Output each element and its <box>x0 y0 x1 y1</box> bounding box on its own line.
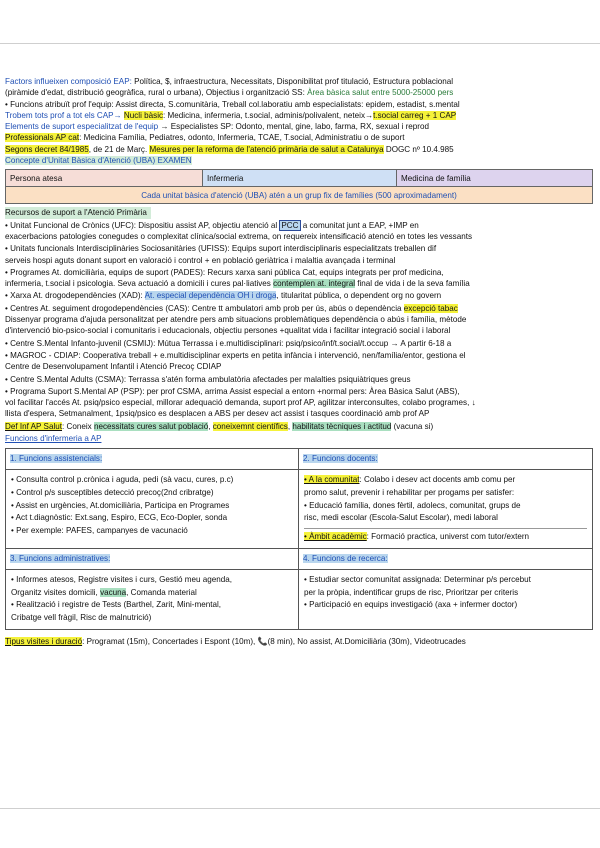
ufc-line-cont: exacerbacions patologies conegudes o complexitat clínica/social extrema, on requereix intensificació atenció en totes les vessants <box>5 231 472 241</box>
ufiss-line-cont: serveis hospi aguts donant suport en valoració i control + en població geriàtrica i malaltia avançada i terminal <box>5 255 396 265</box>
csma-line: • Centre S.Mental Adults (CSMA): Terrassa s'atén forma ambulatòria afectades per malalties psiquiàtriques greus <box>5 374 411 384</box>
list-item: • Act t.diagnòstic: Ext.sang, Espiro, ECG, Eco-Dopler, sonda <box>11 513 228 523</box>
uba-summary: Cada unitat bàsica d'atenció (UBA) atén a un grup fix de famílies (500 aproximadament) <box>6 187 593 204</box>
uba-header-infermeria: Infermeria <box>203 170 397 187</box>
phone-icon: 📞 <box>257 636 268 646</box>
list-item: • Informes atesos, Registre visites i curs, Gestió meu agenda, <box>11 574 233 584</box>
comunitat-item-cont: promo salut, prevenir i rehabilitar per progams per satisfer: <box>304 488 515 498</box>
xad-line: • Xarxa At. drogodependències (XAD): At. especial dependència OH i droga, titularitat pública, o dependent org no govern <box>5 291 442 301</box>
uba-header-medicina: Medicina de família <box>397 170 593 187</box>
pades-line-cont: infermeria, t.social i psicologia. Seva actuació a domicili i cures pal·liatives contemplen at. integral final de vida i de la seva família <box>5 279 470 289</box>
recerca-body <box>299 569 593 629</box>
assistencials-header: 1. Funcions assistencials: <box>10 454 103 464</box>
decret-line: Segons decret 84/1985, de 21 de Març. Mesures per la reforma de l'atenció primària de salut a Catalunya DOGC nº 10.4.985 <box>5 144 454 154</box>
list-item: • Per exemple: PAFES, campanyes de vacunació <box>11 526 188 536</box>
list-item: per la pròpia, indentificar grups de risc, Prioritzar per criteris <box>304 587 519 597</box>
document-content <box>5 76 593 647</box>
cas-line: • Centres At. seguiment drogodependències (CAS): Centre tt ambulatori amb prob per ús, abús o dependència excepció tabac <box>5 303 458 313</box>
recerca-cell <box>299 548 593 569</box>
ufc-line: • Unitat Funcional de Crònics (UFC): Dispositiu assist AP, objectiu atenció al PCC a comunitat junt a EAP, +IMP en <box>5 220 419 230</box>
administratives-cell <box>6 548 299 569</box>
administratives-body <box>6 569 299 629</box>
recursos-title: Recursos de suport a l'Atenció Primària <box>5 207 593 218</box>
uba-table <box>5 169 593 204</box>
list-item: • Control p/s susceptibles detecció precoç(2nd cribratge) <box>11 488 214 498</box>
comunitat-item: • A la comunitat: Colabo i desev act docents amb comu per <box>304 475 516 485</box>
assistencials-cell <box>6 449 299 470</box>
educacio-item: • Educació família, dones fèrtil, adolecs, comunitat, grups de <box>304 500 521 510</box>
factors-line-cont: (piràmide d'edat, distribució geogràfica, rural o urbana), Objectius i organització SS: Àrea bàsica salut entre 5000-25000 pers <box>5 88 454 98</box>
magroc-line-cont: Centre de Desenvolupament Infantil i Atenció Precoç CDIAP <box>5 362 222 372</box>
academic-item: • Àmbit acadèmic: Formació practica, universt com tutor/extern <box>304 532 530 542</box>
funcions-title: Funcions d'infermeria a AP <box>5 434 102 444</box>
magroc-line: • MAGROC - CDIAP: Cooperativa treball + e.multidisciplinar experts en petita infància i intervenció, nen/família/entor, gestiona el <box>5 350 466 360</box>
list-item: • Assist en urgències, At.domiciliària, Participa en Programes <box>11 500 230 510</box>
cas-desc-line-cont: d'intervenció bio-psico-social i comunitaris i educacionals, objectiu persones +qualitat vida i facilitar integració social i laboral <box>5 326 451 336</box>
docents-header: 2. Funcions docents: <box>303 454 378 464</box>
ufiss-line: • Unitats funcionals Interdisciplinàries Sociosanitàries (UFISS): Equips suport interdisciplinaris especialitzats treballen dif <box>5 244 437 254</box>
list-item: • Consulta control p.crònica i aguda, pedi (sà vacu, cures, p.c) <box>11 475 234 485</box>
administratives-header: 3. Funcions administratives: <box>10 553 111 563</box>
list-item: • Realització i registre de Tests (Barthel, Zarit, Mini-mental, <box>11 600 222 610</box>
trobem-line: Trobem tots prof a tot els CAP→ Nucli bàsic: Medicina, infermeria, t.social, adminis/polivalent, neteix→t.social carreg + 1 CAP <box>5 110 457 120</box>
csmij-line: • Centre S.Mental Infanto-juvenil (CSMIJ): Mútua Terrassa i e.multidisciplinari: psiq/psico/inf/t.social/t.occup → A partir 6-18 a <box>5 338 452 348</box>
list-item: Cribatge vell fràgil, Risc de malnutrició) <box>11 612 152 622</box>
docents-cell <box>299 449 593 470</box>
docents-divider <box>304 528 587 529</box>
tipus-visites-line: Tipus visites i duració: Programat (15m), Concertades i Espont (10m), 📞(8 min), No assist, At.Domiciliària (30m), Videotrucades <box>5 636 466 646</box>
docents-body <box>299 470 593 549</box>
recerca-header: 4. Funcions de recerca: <box>303 553 388 563</box>
uba-header-persona: Persona atesa <box>6 170 203 187</box>
psp-line: • Programa Suport S.Mental AP (PSP): per prof CSMA, arrima Assist especial a entorn +normal pers: Àrea Bàsica Salut (ABS), <box>5 386 460 396</box>
list-item: • Participació en equips investigació (axa + infermer doctor) <box>304 600 518 610</box>
assistencials-body <box>6 470 299 549</box>
list-item: Organitz visites domicili, vacuna, Comanda material <box>11 587 197 597</box>
factors-line: Factors influeixen composició EAP: Política, $, infraestructura, Necessitats, Disponibilitat prof titulació, Estructura poblacional <box>5 77 454 86</box>
concepte-uba-title: Concepte d'Unitat Bàsica d'Atenció (UBA) EXAMEN <box>5 156 192 166</box>
funcions-table <box>5 448 593 629</box>
professionals-line: Professionals AP cat: Medicina Família, Pediatres, odonto, Infermeria, TCAE, T.social, Administratiu o de suport <box>5 133 405 143</box>
cas-desc-line: Dissenyar programa d'ajuda personalitzat per atendre pers amb situacions problemàtiques dependència o abús i família, mètode <box>5 315 467 325</box>
psp-line-cont2: llista d'espera, Setmanalment, 1psiq/psico es desplacen a ABS per desev act assist i tasques coordinació amb prof AP <box>5 409 430 419</box>
educacio-item-cont: risc, medi escolar (Escola-Salut Escolar), medi laboral <box>304 513 498 523</box>
pades-line: • Programes At. domiciliària, equips de suport (PADES): Recurs xarxa sani pública Cat, equips integrats per prof medicina, <box>5 267 444 277</box>
psp-line-cont: vol facilitar l'accés At. psiq/psico especial, millorar adequació demanda, suport prof AP, agilitzar interconsultes, colabo programes, ↓ <box>5 398 476 408</box>
page-bottom-rule <box>0 808 600 809</box>
elements-line: Elements de suport especialitzat de l'equip → Especialistes SP: Odonto, mental, gine, labo, farma, RX, sexual i reprod <box>5 122 429 132</box>
definicio-line: Def Inf AP Salut: Coneix necessitats cures salut població, coneixemnt científics, habilitats tècniques i actitud (vacuna si) <box>5 421 434 431</box>
list-item: • Estudiar sector comunitat assignada: Determinar p/s percebut <box>304 574 531 584</box>
page-top-rule <box>0 43 600 44</box>
funcions-equip-line: • Funcions atribuït prof l'equip: Assist directa, S.comunitària, Treball col.laboratiu amb especialistats: epidem, estadist, s.mental <box>5 99 460 109</box>
